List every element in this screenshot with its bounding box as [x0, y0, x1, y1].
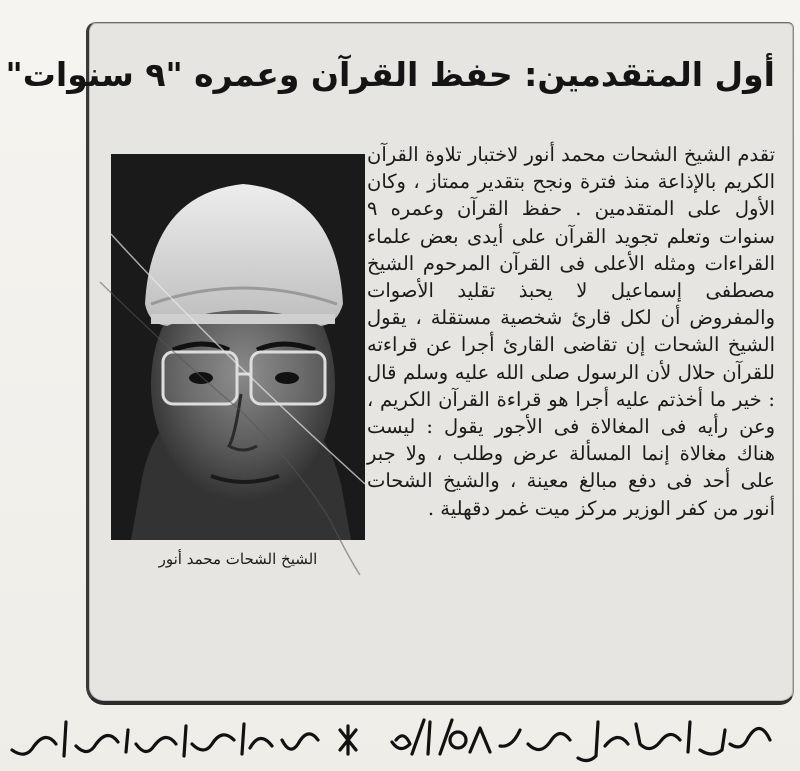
portrait-illustration	[111, 154, 365, 540]
article-body: تقدم الشيخ الشحات محمد أنور لاختبار تلاوة القرآن الكريم بالإذاعة منذ فترة ونجح بتقدير ممتاز ، وكان الأول على المتقدمين . حفظ القرآن وعمره ٩ سنوات وتعلم تجويد القرآن على أيدى بعض علماء القراءات ومثله الأعلى فى القرآن المرحوم الشيخ مصطفى إسماعيل لا يحبذ تقليد الأصوات والمفروض أن لكل قارئ شخصية مستقلة ، يقول الشيخ الشحات إن تقاضى القارئ أجرا عن قراءته للقرآن حلال لأن الرسول صلى الله عليه وسلم قال : خير ما أخذتم عليه أجرا هو قراءة القرآن الكريم ، وعن رأيه فى المغالاة فى الأجور يقول : ليست هناك مغالاة إنما المسألة عرض وطلب ، ولا جبر على أحد فى دفع مبالغ معينة ، والشيخ الشحات أنور من كفر الوزير مركز ميت غمر دقهلية .	[367, 143, 775, 520]
handwritten-note	[0, 700, 800, 771]
handwritten-signature-drawing	[0, 700, 800, 771]
portrait-photo	[111, 154, 365, 540]
newspaper-clipping	[5, 22, 794, 705]
photo-caption: الشيخ الشحات محمد أنور	[158, 550, 318, 568]
article-headline: أول المتقدمين: حفظ القرآن وعمره "٩ سنوات"	[5, 55, 775, 94]
